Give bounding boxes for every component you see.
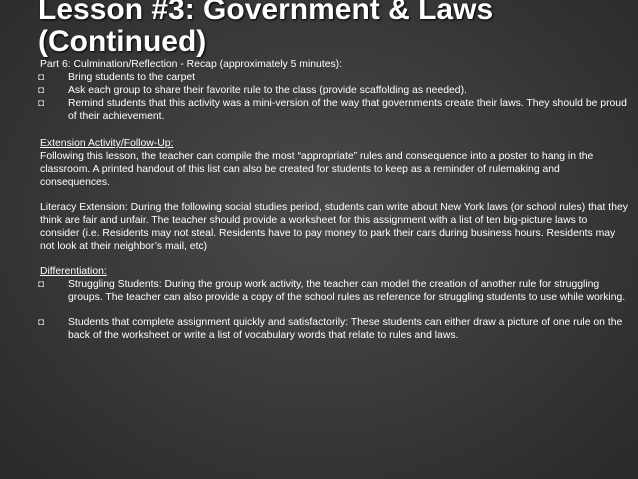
extension-heading: Extension Activity/Follow-Up: xyxy=(40,138,174,149)
list-item: ◘ Ask each group to share their favorite rule to the class (provide scaffolding as needed). xyxy=(38,85,467,96)
differentiation-list-2 xyxy=(40,316,628,342)
bullet-icon: ◘ xyxy=(38,98,45,109)
slide-title-line2: (Continued) xyxy=(38,25,207,58)
list-item: ◘ Students that complete assignment quickly and satisfactorily: These students can either draw a picture of one rule on the back of the worksheet or write a list of vocabulary words that relate to rules and laws. xyxy=(38,317,623,341)
differentiation-list xyxy=(40,278,628,304)
list-item: ◘ Struggling Students: During the group work activity, the teacher can model the creation of another rule for struggling groups. The teacher can also provide a copy of the school rules as reference for struggling students to use while working. xyxy=(38,279,626,303)
part6-heading: Part 6: Culmination/Reflection - Recap (approximately 5 minutes): xyxy=(40,59,343,70)
bullet-icon: ◘ xyxy=(38,85,45,96)
differentiation-heading: Differentiation: xyxy=(40,266,107,277)
bullet-icon: ◘ xyxy=(38,279,45,290)
list-item: ◘ Bring students to the carpet xyxy=(38,72,196,83)
slide-content xyxy=(40,58,628,342)
list-item: ◘ Remind students that this activity was a mini-version of the way that governments create their laws. They should be proud of their achievement. xyxy=(38,98,627,122)
part6-list xyxy=(40,71,628,123)
slide-title xyxy=(38,0,638,58)
literacy-extension-text: Literacy Extension: During the following social studies period, students can write about New York laws (or school rules) that they think are fair and unfair. The teacher should provide a worksheet for this assignment with a list of ten big-picture laws to consider (i.e. Residents may not steal. Residents have to pay money to park their cars during business hours. Residents may not look at their neighbor’s mail, etc) xyxy=(40,202,628,252)
slide-title-line1: Lesson #3: Government & Laws xyxy=(38,0,494,26)
extension-text: Following this lesson, the teacher can compile the most “appropriate” rules and consequence into a poster to hang in the classroom. A printed handout of this list can also be created for students to keep as a reminder of rulemaking and consequences. xyxy=(40,151,594,188)
bullet-icon: ◘ xyxy=(38,317,45,328)
bullet-icon: ◘ xyxy=(38,72,45,83)
